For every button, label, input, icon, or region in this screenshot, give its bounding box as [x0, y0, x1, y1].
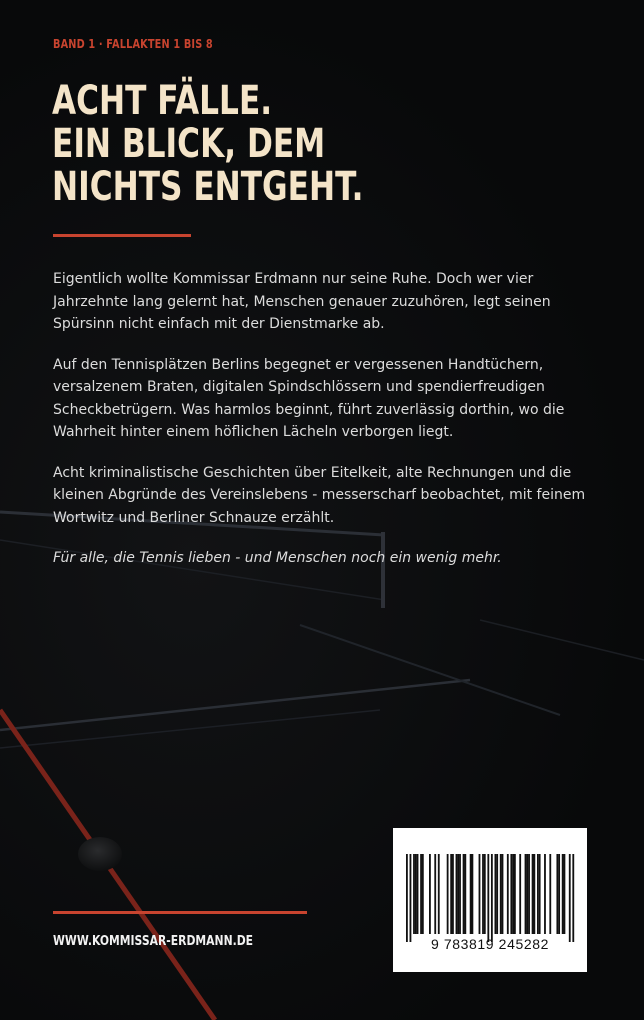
barcode-bar — [495, 854, 497, 934]
barcode-bar — [519, 854, 521, 934]
barcode-bar — [526, 854, 528, 934]
barcode-bar — [533, 854, 535, 934]
barcode-bar — [569, 854, 571, 942]
headline-line: NICHTS ENTGEHT. — [52, 164, 364, 210]
barcode-bar — [456, 854, 458, 934]
barcode-bar — [447, 854, 449, 934]
barcode-bar — [510, 854, 512, 934]
tagline: Für alle, die Tennis lieben - und Menschen noch ein wenig mehr. — [53, 550, 502, 566]
barcode-bar — [525, 854, 527, 934]
barcode-bar — [507, 854, 509, 934]
barcode-bar — [496, 854, 498, 934]
accent-divider-top — [53, 234, 191, 237]
barcode-bar — [410, 854, 412, 942]
barcode-bar — [558, 854, 560, 934]
barcode-bar — [528, 854, 530, 934]
accent-divider-bottom — [53, 911, 307, 914]
barcode-bar — [544, 854, 546, 934]
blurb — [53, 268, 598, 588]
headline-line: EIN BLICK, DEM — [52, 121, 326, 167]
blurb-paragraph: Auf den Tennisplätzen Berlins begegnet er vergessenen Handtüchern, versalzenem Braten, digitalen Spindschlössern und spendierfreudigen Scheckbetrügern. Was harmlos beginnt, führt zuverlässig dorthin, wo die Wahrheit hinter einem höflichen Lächeln verborgen liegt. — [53, 356, 565, 440]
barcode-bar — [413, 854, 415, 934]
barcode-bar — [556, 854, 558, 934]
series-label: BAND 1 · FALLAKTEN 1 BIS 8 — [53, 36, 213, 51]
blurb-paragraph: Eigentlich wollte Kommissar Erdmann nur seine Ruhe. Doch wer vier Jahrzehnte lang gelernt hat, Menschen genauer zuzuhören, legt seinen Spürsinn nicht einfach mit der Dienstmarke ab. — [53, 271, 551, 332]
barcode-bar — [512, 854, 514, 934]
blurb-paragraph: Acht kriminalistische Geschichten über Eitelkeit, alte Rechnungen und die kleinen Abgründe des Vereinslebens - messerscharf beobachtet, mit feinem Wortwitz und Berliner Schnauze erzählt. — [53, 464, 586, 526]
barcode-bar — [482, 854, 484, 934]
barcode-bar — [479, 854, 481, 934]
barcode-bar — [564, 854, 566, 934]
barcode-bar — [457, 854, 459, 934]
barcode-bar — [459, 854, 461, 934]
barcode-bar — [463, 854, 465, 934]
barcode-bar — [539, 854, 541, 934]
barcode-bar — [438, 854, 440, 934]
barcode-bar — [434, 854, 436, 934]
barcode-bar — [514, 854, 516, 934]
barcode-bar — [500, 854, 502, 934]
barcode-bar — [532, 854, 534, 934]
headline-line: ACHT FÄLLE. — [52, 78, 273, 124]
barcode-bar — [487, 854, 489, 942]
barcode-bar — [470, 854, 472, 934]
barcode-bar — [471, 854, 473, 934]
barcode-bar — [417, 854, 419, 934]
barcode-bar — [537, 854, 539, 934]
isbn-barcode — [393, 828, 587, 972]
barcode-bar — [572, 854, 574, 942]
barcode-bar — [406, 854, 408, 942]
barcode-bar — [420, 854, 422, 934]
barcode-bar — [452, 854, 454, 934]
barcode-bar — [491, 854, 493, 942]
barcode-bar — [484, 854, 486, 934]
website-link[interactable]: WWW.KOMMISSAR-ERDMANN.DE — [53, 933, 254, 949]
barcode-bar — [464, 854, 466, 934]
barcode-bar — [549, 854, 551, 934]
barcode-bar — [429, 854, 431, 934]
barcode-bar — [562, 854, 564, 934]
isbn-number: 9 783819 245282 — [431, 936, 549, 952]
barcode-bar — [422, 854, 424, 934]
barcode-bar — [450, 854, 452, 934]
barcode-bar — [415, 854, 417, 934]
barcode-bar — [502, 854, 504, 934]
headline — [52, 80, 363, 209]
